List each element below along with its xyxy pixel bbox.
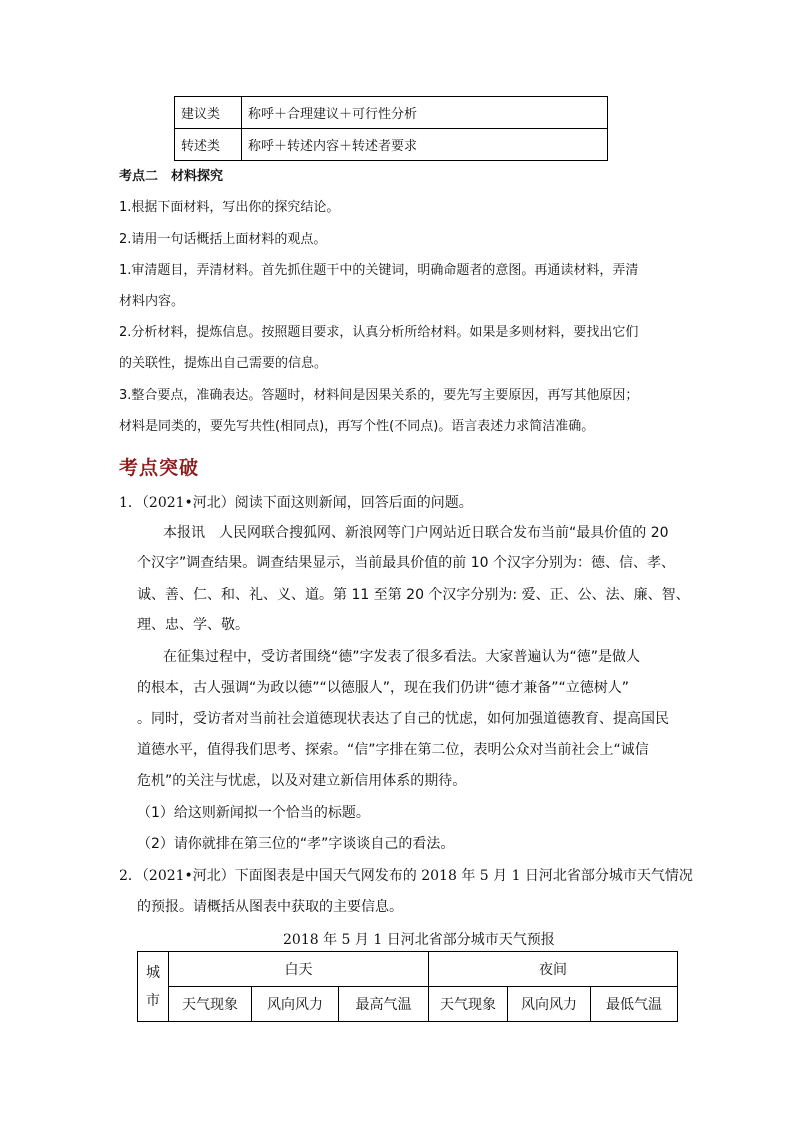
step-line: 材料是同类的，要先写共性(相同点)，再写个性(不同点)。语言表述力求简洁准确。 bbox=[119, 419, 595, 434]
news-line: 道德水平，值得我们思考、探索。“信”字排在第二位，表明公众对当前社会上“诚信 bbox=[137, 742, 649, 758]
day-header: 白天 bbox=[169, 952, 429, 987]
column-header: 风向风力 bbox=[252, 987, 339, 1022]
column-header: 天气现象 bbox=[169, 987, 252, 1022]
sub-question: （1）给这则新闻拟一个恰当的标题。 bbox=[137, 805, 370, 821]
step-line: 的关联性，提炼出自己需要的信息。 bbox=[119, 356, 328, 371]
question-stem: 2．（2021•河北）下面图表是中国天气网发布的 2018 年 5 月 1 日河北省部分城市天气情况 bbox=[119, 868, 693, 884]
night-header: 夜间 bbox=[429, 952, 678, 987]
column-header: 最低气温 bbox=[591, 987, 678, 1022]
format-cell: 称呼＋转述内容＋转述者要求 bbox=[242, 129, 608, 161]
news-line: 个汉字”调查结果。调查结果显示，当前最具价值的前 10 个汉字分别为：德、信、孝、 bbox=[137, 555, 675, 571]
format-table bbox=[174, 96, 608, 161]
column-header: 最高气温 bbox=[339, 987, 429, 1022]
question-stem-cont: 的预报。请概括从图表中获取的主要信息。 bbox=[137, 899, 403, 915]
type-cell: 转述类 bbox=[175, 129, 242, 161]
question-line: 1.根据下面材料，写出你的探究结论。 bbox=[119, 200, 340, 215]
news-line: 的根本，古人强调“为政以德”“以德服人”，现在我们仍讲“德才兼备”“立德树人” bbox=[137, 680, 630, 696]
table-title: 2018 年 5 月 1 日河北省部分城市天气预报 bbox=[283, 932, 555, 948]
sub-question: （2）请你就排在第三位的“孝”字谈谈自己的看法。 bbox=[137, 836, 455, 852]
table-row bbox=[138, 987, 678, 1022]
news-line: 危机”的关注与忧虑，以及对建立新信用体系的期待。 bbox=[137, 773, 467, 789]
column-header: 风向风力 bbox=[508, 987, 591, 1022]
table-row bbox=[175, 97, 608, 129]
weather-table bbox=[137, 951, 678, 1022]
column-header: 天气现象 bbox=[429, 987, 508, 1022]
section-heading: 考点突破 bbox=[119, 457, 200, 479]
section-title: 考点二 材料探究 bbox=[119, 169, 224, 184]
news-line: 在征集过程中，受访者围绕“德”字发表了很多看法。大家普遍认为“德”是做人 bbox=[163, 649, 641, 665]
step-line: 2.分析材料，提炼信息。按照题目要求，认真分析所给材料。如果是多则材料，要找出它们 bbox=[119, 325, 639, 340]
step-line: 材料内容。 bbox=[119, 294, 185, 309]
city-header-label: 城市 bbox=[146, 964, 160, 1009]
step-line: 1.审清题目，弄清材料。首先抓住题干中的关键词，明确命题者的意图。再通读材料，弄清 bbox=[119, 263, 639, 278]
news-line: 诚、善、仁、和、礼、义、道。第 11 至第 20 个汉字分别为: 爱、正、公、法、廉、智、 bbox=[137, 587, 690, 603]
city-header bbox=[138, 952, 169, 1022]
table-row bbox=[175, 129, 608, 161]
question-line: 2.请用一句话概括上面材料的观点。 bbox=[119, 232, 327, 247]
news-line: 。同时，受访者对当前社会道德现状表达了自己的忧虑，如何加强道德教育、提高国民 bbox=[137, 711, 669, 727]
table-row bbox=[138, 952, 678, 987]
news-line: 本报讯 人民网联合搜狐网、新浪网等门户网站近日联合发布当前“最具价值的 20 bbox=[163, 525, 669, 541]
question-stem: 1．（2021•河北）阅读下面这则新闻，回答后面的问题。 bbox=[119, 495, 473, 511]
news-line: 理、忠、学、敬。 bbox=[137, 617, 249, 633]
step-line: 3.整合要点，准确表达。答题时，材料间是因果关系的，要先写主要原因，再写其他原因； bbox=[119, 388, 639, 403]
type-cell: 建议类 bbox=[175, 97, 242, 129]
format-cell: 称呼＋合理建议＋可行性分析 bbox=[242, 97, 608, 129]
